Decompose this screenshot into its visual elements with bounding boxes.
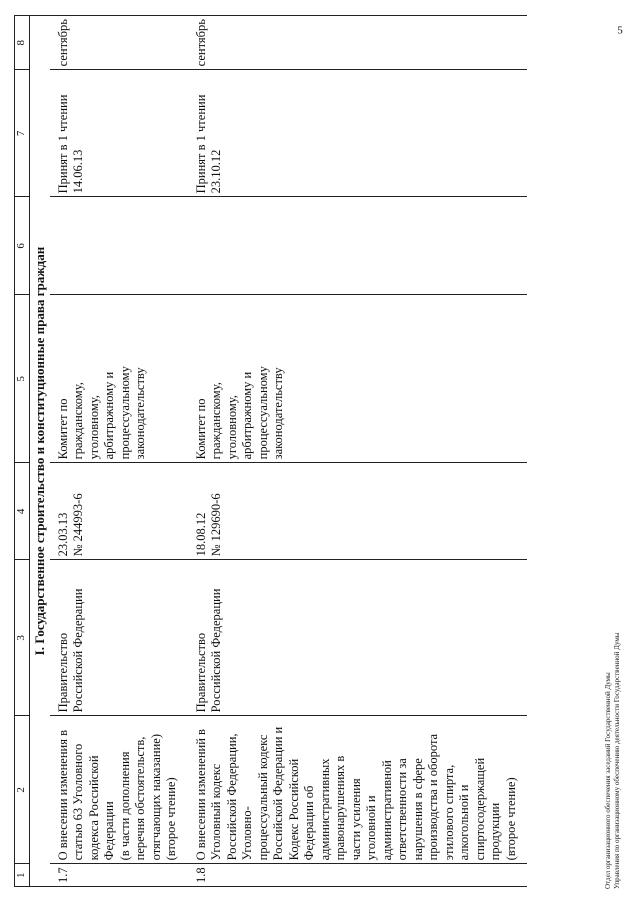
column-number: 6 (15, 197, 30, 295)
planned-month: сентябрь (50, 16, 188, 70)
column-number: 8 (15, 16, 30, 70)
column-number: 4 (15, 463, 30, 560)
bill-status: Принят в 1 чтении 23.10.12 (188, 70, 528, 197)
bill-initiator: Правительство Российской Федерации (50, 560, 188, 716)
section-title: I. Государственное строительство и конституционные права граждан (30, 16, 50, 887)
bill-title: О внесении изменений в Уголовный кодекс Российской Федерации, Уголовно- процессуальный кодекс Российской Федерации и Кодекс Российской Федерации об административных правонарушениях в части усиления уголовной и административной ответственности за нарушения в сфере производства и оборота этилового спирта, алкогольной и спиртосодержащей продукции (второе чтение) (188, 716, 528, 864)
bill-title: О внесении изменения в статью 63 Уголовного кодекса Российской Федерации (в части дополнения перечня обстоятельств, отягчающих наказание) (второе чтение) (50, 716, 188, 864)
responsible-committee: Комитет по гражданскому, уголовному, арбитражному и процессуальному законодательству (50, 295, 188, 463)
registration-info: 18.08.12 № 129690-6 (188, 463, 528, 560)
column-number: 3 (15, 560, 30, 716)
table-row (188, 16, 528, 887)
footer-directorate: Управления по организационному обеспечению деятельности Государственной Думы (613, 632, 621, 889)
column-number: 5 (15, 295, 30, 463)
section-header-row (30, 16, 50, 887)
column-number-row (15, 16, 30, 887)
planned-month: сентябрь (188, 16, 528, 70)
footer-department: Отдел организационного обеспечения заседаний Государственной Думы (604, 672, 612, 889)
bill-status: Принят в 1 чтении 14.06.13 (50, 70, 188, 197)
column-number: 2 (15, 716, 30, 864)
page-number: 5 (617, 24, 623, 37)
table-row (50, 16, 188, 887)
registration-info: 23.03.13 № 244993-6 (50, 463, 188, 560)
row-number: 1.8 (188, 864, 528, 887)
column-6-cell (188, 197, 528, 295)
responsible-committee: Комитет по гражданскому, уголовному, арбитражному и процессуальному законодательству (188, 295, 528, 463)
column-number: 1 (15, 864, 30, 887)
column-number: 7 (15, 70, 30, 197)
bill-table (14, 15, 527, 887)
column-6-cell (50, 197, 188, 295)
row-number: 1.7 (50, 864, 188, 887)
bill-initiator: Правительство Российской Федерации (188, 560, 528, 716)
